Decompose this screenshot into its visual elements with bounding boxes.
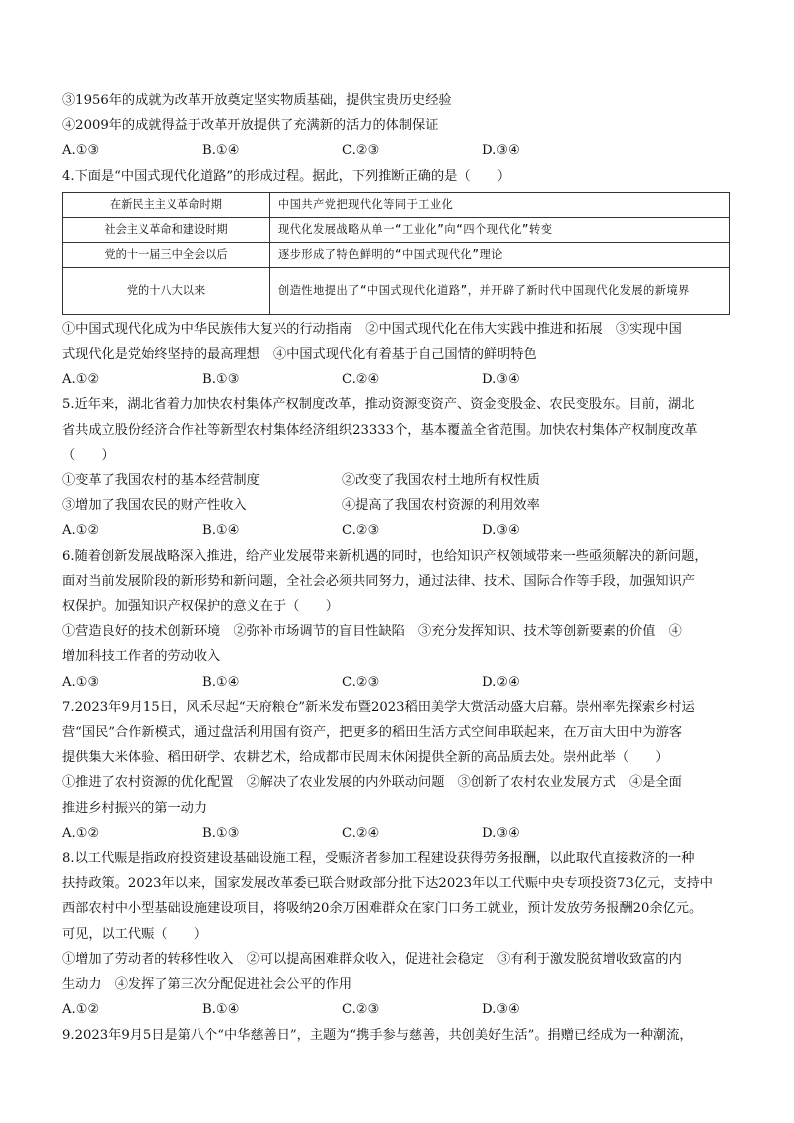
q4-desc-1: 中国共产党把现代化等同于工业化 — [270, 192, 730, 217]
q7-option-b: B.①③ — [202, 825, 240, 841]
q5-statement-3: ③增加了我国农民的财产性收入 — [62, 498, 247, 514]
q5-stem-line-3: （ ） — [62, 447, 115, 463]
q6-stem-line-3: 权保护。加强知识产权保护的意义在于（ ） — [62, 599, 339, 615]
q4-table — [62, 192, 730, 315]
q3-option-b: B.①④ — [202, 143, 240, 159]
q9-stem-line-1: 9.2023年9月5日是第八个“中华慈善日”，主题为“携手参与慈善，共创美好生活”。捐赠已经成为一种潮流， — [62, 1027, 693, 1043]
q7-option-c: C.②④ — [342, 825, 380, 841]
q4-option-b: B.①③ — [202, 372, 240, 388]
q3-option-c: C.②③ — [342, 143, 380, 159]
q3-options — [62, 138, 738, 163]
q7-stem-line-2: 营“国民”合作新模式，通过盘活利用国有资产，把更多的稻田生活方式空间串联起来，在万亩大田中为游客 — [62, 725, 683, 741]
q5-statement-1: ①变革了我国农村的基本经营制度 — [62, 473, 260, 489]
q3-option-a: A.①③ — [62, 143, 100, 159]
q5-stem-line-2: 省共成立股份经济合作社等新型农村集体经济组织23333个，基本覆盖全省范围。加快农村集体产权制度改革 — [62, 422, 698, 438]
q8-option-a: A.①② — [62, 1002, 100, 1018]
q5-stem-line-1: 5.近年来，湖北省着力加快农村集体产权制度改革，推动资源变资产、资金变股金、农民变股东。目前，湖北 — [62, 397, 695, 413]
q8-stem-line-4: 可见，以工代赈（ ） — [62, 926, 208, 942]
q5-statement-4: ④提高了我国农村资源的利用效率 — [342, 498, 540, 514]
q4-period-4: 党的十八大以来 — [63, 267, 270, 314]
q5-statements-row-2 — [62, 493, 738, 518]
table-row — [63, 242, 730, 267]
q4-stem: 4.下面是“中国式现代化道路”的形成过程。据此，下列推断正确的是（ ） — [62, 168, 511, 184]
q6-stem-line-2: 面对当前发展阶段的新形势和新问题，全社会必须共同努力，通过法律、技术、国际合作等手段，加强知识产 — [62, 573, 695, 589]
q4-period-3: 党的十一届三中全会以后 — [63, 242, 270, 267]
q5-option-a: A.①② — [62, 523, 100, 539]
q7-statements-line-1: ①推进了农村资源的优化配置 ②解决了农业发展的内外联动问题 ③创新了农村农业发展方式 ④是全面 — [62, 775, 682, 791]
q7-stem-line-3: 提供集大米体验、稻田研学、农耕艺术，给成都市民周末休闲提供全新的高品质去处。崇州此举（ ） — [62, 750, 669, 766]
q4-option-d: D.③④ — [482, 372, 520, 388]
q8-option-c: C.②③ — [342, 1002, 380, 1018]
q4-desc-4: 创造性地提出了“中国式现代化道路”，并开辟了新时代中国现代化发展的新境界 — [270, 267, 730, 314]
q6-statements-line-2: 增加科技工作者的劳动收入 — [62, 649, 221, 665]
q6-statements-line-1: ①营造良好的技术创新环境 ②弥补市场调节的盲目性缺陷 ③充分发挥知识、技术等创新要素的价值 ④ — [62, 624, 682, 640]
q5-option-d: D.③④ — [482, 523, 520, 539]
q3-option-d: D.③④ — [482, 143, 520, 159]
q4-desc-2: 现代化发展战略从单一“工业化”向“四个现代化”转变 — [270, 217, 730, 242]
q4-option-a: A.①② — [62, 372, 100, 388]
q8-options — [62, 997, 738, 1022]
q5-option-b: B.①④ — [202, 523, 240, 539]
q4-options — [62, 367, 738, 392]
q5-statements-row-1 — [62, 468, 738, 493]
q4-period-2: 社会主义革命和建设时期 — [63, 217, 270, 242]
q6-option-d: D.②④ — [482, 674, 520, 690]
q6-options — [62, 670, 738, 695]
q8-stem-line-3: 西部农村中小型基础设施建设项目，将吸纳20余万困难群众在家门口务工就业，预计发放劳务报酬20余亿元。 — [62, 901, 703, 917]
q6-stem-line-1: 6.随着创新发展战略深入推进，给产业发展带来新机遇的同时，也给知识产权领域带来一些亟须解决的新问题， — [62, 548, 708, 564]
q4-statements-line-1: ①中国式现代化成为中华民族伟大复兴的行动指南 ②中国式现代化在伟大实践中推进和拓展 ③实现中国 — [62, 321, 682, 337]
q6-option-a: A.①③ — [62, 674, 100, 690]
q4-option-c: C.②④ — [342, 372, 380, 388]
q7-options — [62, 821, 738, 846]
q4-statements-line-2: 式现代化是党始终坚持的最高理想 ④中国式现代化有着基于自己国情的鲜明特色 — [62, 347, 537, 363]
q5-option-c: C.②③ — [342, 523, 380, 539]
table-row — [63, 192, 730, 217]
q3-statement-4: ④2009年的成就得益于改革开放提供了充满新的活力的体制保证 — [62, 118, 439, 134]
q6-option-c: C.②③ — [342, 674, 380, 690]
q8-stem-line-2: 扶持政策。2023年以来，国家发展改革委已联合财政部分批下达2023年以工代赈中央专项投资73亿元，支持中 — [62, 876, 713, 892]
q7-option-a: A.①② — [62, 825, 100, 841]
exam-page — [62, 88, 738, 1048]
table-row — [63, 217, 730, 242]
q8-statements-line-2: 生动力 ④发挥了第三次分配促进社会公平的作用 — [62, 977, 353, 993]
q8-option-d: D.③④ — [482, 1002, 520, 1018]
q3-statement-3: ③1956年的成就为改革开放奠定坚实物质基础，提供宝贵历史经验 — [62, 93, 452, 108]
q5-options — [62, 518, 738, 543]
q8-stem-line-1: 8.以工代赈是指政府投资建设基础设施工程，受赈济者参加工程建设获得劳务报酬，以此取代直接救济的一种 — [62, 851, 695, 867]
table-row — [63, 267, 730, 314]
q8-statements-line-1: ①增加了劳动者的转移性收入 ②可以提高困难群众收入，促进社会稳定 ③有利于激发脱贫增收致富的内 — [62, 951, 682, 967]
q7-stem-line-1: 7.2023年9月15日，风禾尽起“天府粮仓”新米发布暨2023稻田美学大赏活动盛大启幕。崇州率先探索乡村运 — [62, 699, 695, 715]
q7-option-d: D.③④ — [482, 825, 520, 841]
q7-statements-line-2: 推进乡村振兴的第一动力 — [62, 800, 208, 816]
q5-statement-2: ②改变了我国农村土地所有权性质 — [342, 473, 540, 489]
q4-period-1: 在新民主主义革命时期 — [63, 192, 270, 217]
q8-option-b: B.①④ — [202, 1002, 240, 1018]
q6-option-b: B.①④ — [202, 674, 240, 690]
q4-desc-3: 逐步形成了特色鲜明的“中国式现代化”理论 — [270, 242, 730, 267]
